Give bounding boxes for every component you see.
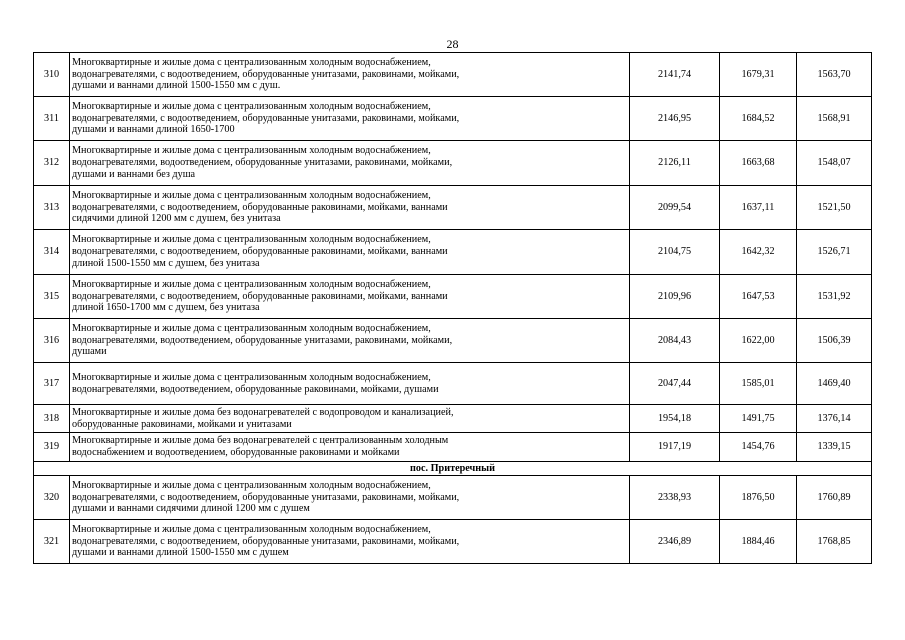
tariff-value-1: 2146,95 [630, 97, 720, 141]
description-line: душами и ваннами без душа [72, 168, 196, 180]
tariff-value-2: 1876,50 [720, 476, 797, 520]
tariff-value-2: 1622,00 [720, 319, 797, 363]
description-line: водонагревателями, с водоотведением, оборудованные унитазами, раковинами, мойками, [72, 68, 460, 80]
row-number: 312 [34, 141, 70, 186]
tariff-value-2: 1679,31 [720, 53, 797, 97]
table-row [34, 186, 872, 230]
tariff-value-3: 1526,71 [797, 230, 872, 275]
table-row [34, 230, 872, 275]
tariff-table [33, 52, 872, 564]
row-number: 310 [34, 53, 70, 97]
description-line: душами и ваннами длиной 1500-1550 мм с душ. [72, 80, 281, 92]
description-line: душами [72, 346, 107, 358]
description-line: Многоквартирные и жилые дома с централизованным холодным водоснабжением, [72, 278, 431, 290]
table-row [34, 97, 872, 141]
description-line: Многоквартирные и жилые дома с централизованным холодным водоснабжением, [72, 371, 431, 383]
description-line: Многоквартирные и жилые дома без водонагревателей с водопроводом и канализацией, [72, 406, 454, 418]
description-line: Многоквартирные и жилые дома с централизованным холодным водоснабжением, [72, 479, 431, 491]
row-description [70, 53, 630, 97]
description-line: водонагревателями, с водоотведением, оборудованные раковинами, мойками, ваннами [72, 201, 448, 213]
description-line: душами и ваннами сидячими длиной 1200 мм с душем [72, 503, 310, 515]
tariff-value-2: 1647,53 [720, 275, 797, 319]
description-line: водонагревателями, водоотведением, оборудованные унитазами, раковинами, мойками, [72, 157, 453, 169]
tariff-value-3: 1568,91 [797, 97, 872, 141]
row-number: 316 [34, 319, 70, 363]
tariff-value-2: 1491,75 [720, 405, 797, 433]
table-body [34, 53, 872, 564]
table-row [34, 433, 872, 462]
description-line: водоснабжением и водоотведением, оборудованные раковинами и мойками [72, 447, 400, 458]
row-description [70, 275, 630, 319]
row-description [70, 476, 630, 520]
tariff-value-1: 2084,43 [630, 319, 720, 363]
tariff-value-3: 1506,39 [797, 319, 872, 363]
tariff-value-1: 2109,96 [630, 275, 720, 319]
tariff-value-2: 1884,46 [720, 520, 797, 564]
section-row [34, 462, 872, 476]
description-line: душами и ваннами длиной 1500-1550 мм с душем [72, 547, 289, 559]
row-description [70, 363, 630, 405]
description-line: Многоквартирные и жилые дома с централизованным холодным водоснабжением, [72, 523, 431, 535]
row-description [70, 230, 630, 275]
description-line: длиной 1650-1700 мм с душем, без унитаза [72, 302, 260, 314]
tariff-value-1: 2338,93 [630, 476, 720, 520]
row-number: 321 [34, 520, 70, 564]
tariff-value-2: 1454,76 [720, 433, 797, 462]
description-line: Многоквартирные и жилые дома с централизованным холодным водоснабжением, [72, 145, 431, 157]
row-number: 311 [34, 97, 70, 141]
tariff-value-1: 2104,75 [630, 230, 720, 275]
tariff-value-3: 1339,15 [797, 433, 872, 462]
table-row [34, 476, 872, 520]
tariff-value-3: 1376,14 [797, 405, 872, 433]
tariff-value-2: 1585,01 [720, 363, 797, 405]
description-line: водонагревателями, с водоотведением, оборудованные унитазами, раковинами, мойками, [72, 491, 460, 503]
row-description [70, 97, 630, 141]
table-row [34, 363, 872, 405]
description-line: Многоквартирные и жилые дома с централизованным холодным водоснабжением, [72, 100, 431, 112]
tariff-value-3: 1768,85 [797, 520, 872, 564]
tariff-value-2: 1642,32 [720, 230, 797, 275]
table-row [34, 53, 872, 97]
description-line: длиной 1500-1550 мм с душем, без унитаза [72, 257, 260, 269]
description-line: водонагревателями, водоотведением, оборудованные унитазами, раковинами, мойками, [72, 334, 453, 346]
row-description [70, 141, 630, 186]
tariff-value-1: 2047,44 [630, 363, 720, 405]
tariff-value-3: 1760,89 [797, 476, 872, 520]
table-row [34, 275, 872, 319]
tariff-value-3: 1469,40 [797, 363, 872, 405]
row-number: 314 [34, 230, 70, 275]
row-number: 319 [34, 433, 70, 462]
tariff-value-2: 1663,68 [720, 141, 797, 186]
tariff-value-2: 1637,11 [720, 186, 797, 230]
description-line: водонагревателями, с водоотведением, оборудованные унитазами, раковинами, мойками, [72, 112, 460, 124]
description-line: Многоквартирные и жилые дома с централизованным холодным водоснабжением, [72, 56, 431, 68]
description-line: водонагревателями, водоотведением, оборудованные раковинами, мойками, душами [72, 383, 439, 395]
table-row [34, 405, 872, 433]
row-number: 320 [34, 476, 70, 520]
description-line: сидячими длиной 1200 мм с душем, без унитаза [72, 213, 281, 225]
row-number: 315 [34, 275, 70, 319]
tariff-value-1: 2141,74 [630, 53, 720, 97]
description-line: водонагревателями, с водоотведением, оборудованные раковинами, мойками, ваннами [72, 246, 448, 258]
tariff-value-1: 2126,11 [630, 141, 720, 186]
tariff-value-1: 1917,19 [630, 433, 720, 462]
table-row [34, 319, 872, 363]
tariff-value-3: 1548,07 [797, 141, 872, 186]
row-description [70, 319, 630, 363]
tariff-value-3: 1521,50 [797, 186, 872, 230]
section-label: пос. Притеречный [34, 462, 872, 476]
tariff-value-1: 1954,18 [630, 405, 720, 433]
description-line: Многоквартирные и жилые дома с централизованным холодным водоснабжением, [72, 322, 431, 334]
description-line: душами и ваннами длиной 1650-1700 [72, 124, 235, 136]
tariff-value-2: 1684,52 [720, 97, 797, 141]
description-line: водонагревателями, с водоотведением, оборудованные унитазами, раковинами, мойками, [72, 535, 460, 547]
row-description [70, 405, 630, 433]
tariff-value-1: 2099,54 [630, 186, 720, 230]
table-row [34, 520, 872, 564]
description-line: Многоквартирные и жилые дома без водонагревателей с централизованным холодным [72, 435, 449, 447]
page-number: 28 [446, 37, 459, 51]
row-number: 318 [34, 405, 70, 433]
row-number: 313 [34, 186, 70, 230]
row-description [70, 433, 630, 462]
tariff-value-3: 1531,92 [797, 275, 872, 319]
tariff-value-3: 1563,70 [797, 53, 872, 97]
row-description [70, 186, 630, 230]
tariff-value-1: 2346,89 [630, 520, 720, 564]
description-line: Многоквартирные и жилые дома с централизованным холодным водоснабжением, [72, 189, 431, 201]
description-line: оборудованные раковинами, мойками и унитазами [72, 418, 292, 430]
description-line: водонагревателями, с водоотведением, оборудованные раковинами, мойками, ваннами [72, 290, 448, 302]
table-row [34, 141, 872, 186]
row-number: 317 [34, 363, 70, 405]
description-line: Многоквартирные и жилые дома с централизованным холодным водоснабжением, [72, 234, 431, 246]
row-description [70, 520, 630, 564]
